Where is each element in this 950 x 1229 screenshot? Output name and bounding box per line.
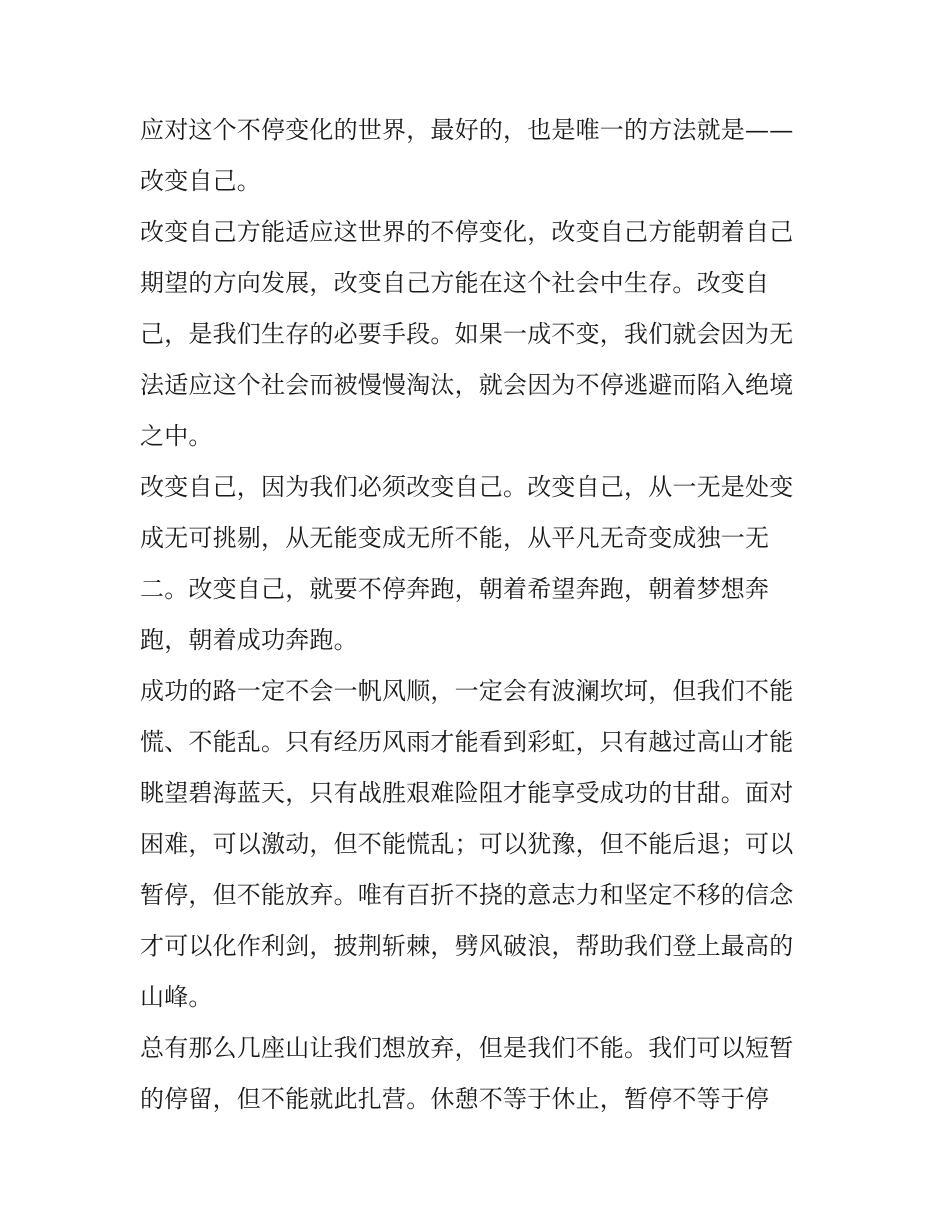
- text-line: 总有那么几座山让我们想放弃，但是我们不能。我们可以短暂: [140, 1034, 794, 1062]
- text-line: 二。改变自己，就要不停奔跑，朝着希望奔跑，朝着梦想奔: [140, 575, 770, 603]
- text-line: 之中。: [140, 422, 213, 450]
- text-line: 期望的方向发展，改变自己方能在这个社会中生存。改变自: [140, 269, 770, 297]
- text-line: 应对这个不停变化的世界，最好的，也是唯一的方法就是——: [140, 116, 794, 144]
- text-line: 改变自己方能适应这世界的不停变化，改变自己方能朝着自己: [140, 218, 794, 246]
- text-line: 暂停，但不能放弃。唯有百折不挠的意志力和坚定不移的信念: [140, 881, 794, 909]
- text-line: 眺望碧海蓝天，只有战胜艰难险阻才能享受成功的甘甜。面对: [140, 779, 794, 807]
- text-line: 跑，朝着成功奔跑。: [140, 626, 358, 654]
- text-line: 成功的路一定不会一帆风顺，一定会有波澜坎坷，但我们不能: [140, 677, 794, 705]
- text-line: 改变自己。: [140, 167, 261, 195]
- text-line: 改变自己，因为我们必须改变自己。改变自己，从一无是处变: [140, 473, 794, 501]
- text-line: 慌、不能乱。只有经历风雨才能看到彩虹，只有越过高山才能: [140, 728, 794, 756]
- document-body: [140, 105, 830, 1125]
- text-line: 山峰。: [140, 983, 213, 1011]
- text-line: 法适应这个社会而被慢慢淘汰，就会因为不停逃避而陷入绝境: [140, 371, 794, 399]
- text-line: 才可以化作利剑，披荆斩棘，劈风破浪，帮助我们登上最高的: [140, 932, 794, 960]
- text-line: 己，是我们生存的必要手段。如果一成不变，我们就会因为无: [140, 320, 794, 348]
- text-line: 成无可挑剔，从无能变成无所不能，从平凡无奇变成独一无: [140, 524, 770, 552]
- text-line: 困难，可以激动，但不能慌乱；可以犹豫，但不能后退；可以: [140, 830, 794, 858]
- text-line: 的停留，但不能就此扎营。休憩不等于休止，暂停不等于停: [140, 1085, 770, 1113]
